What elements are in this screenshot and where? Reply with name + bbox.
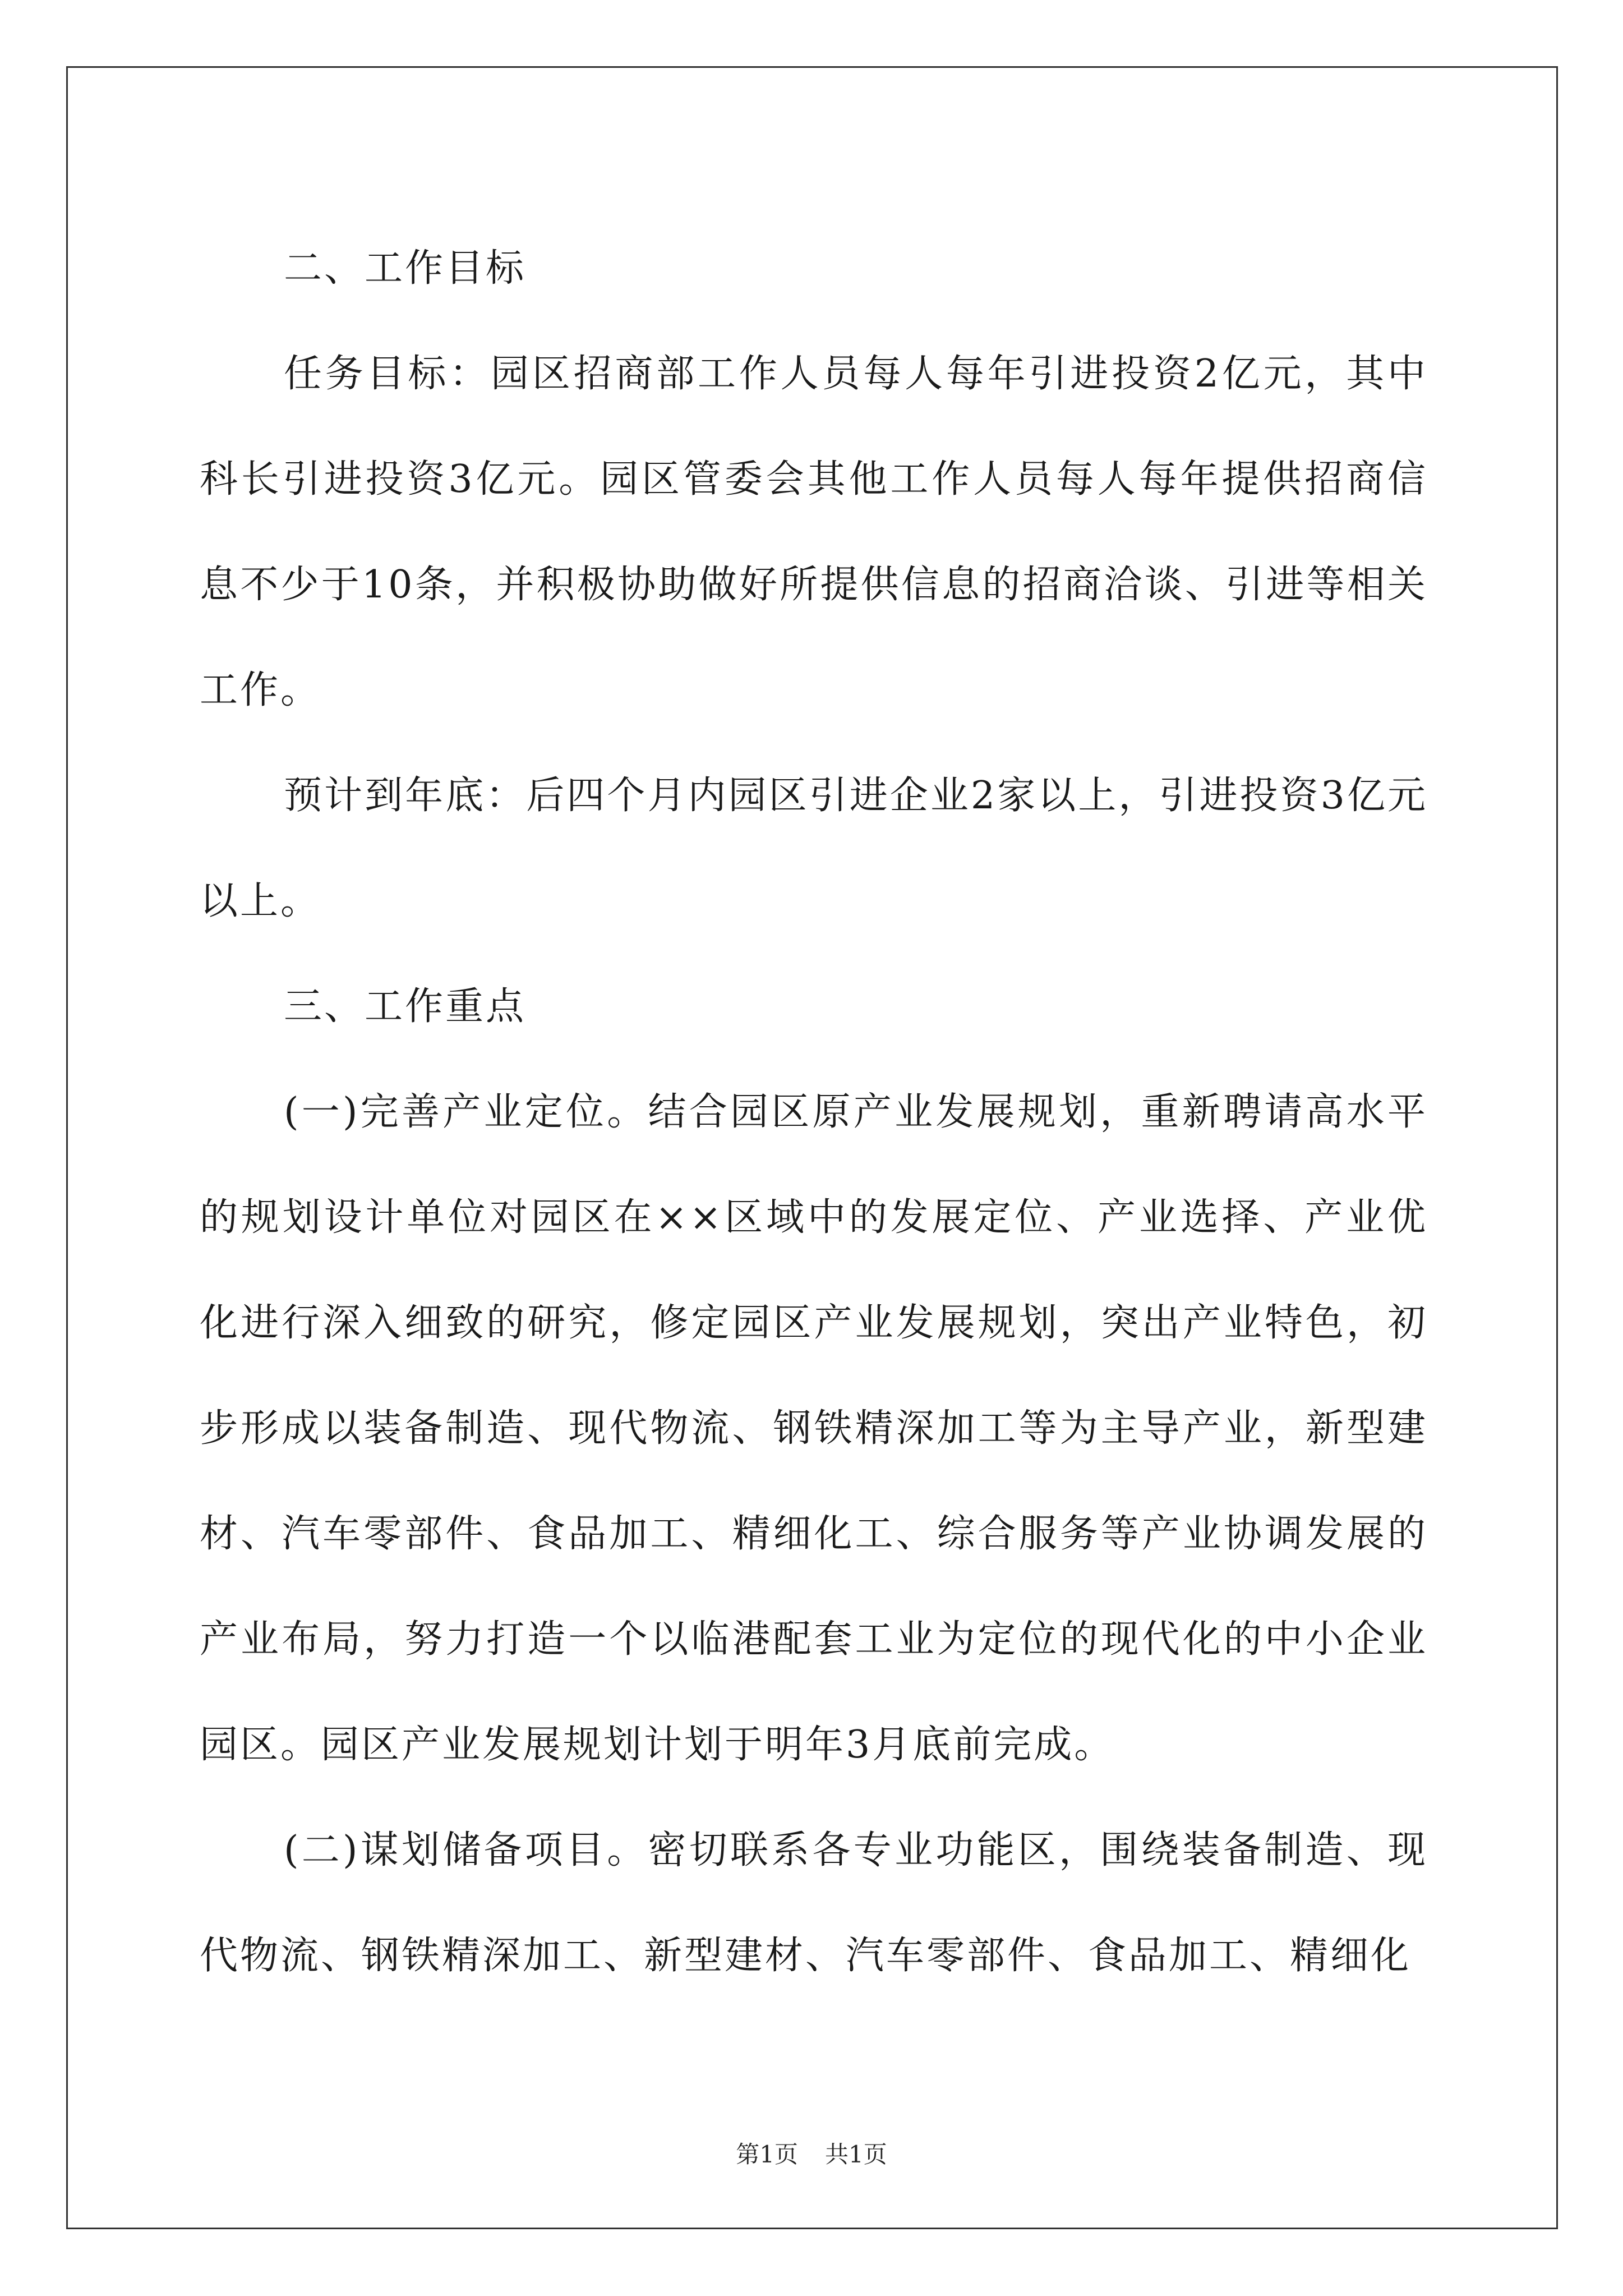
page-number: 第1页 (736, 2141, 798, 2168)
paragraph-industry-positioning: (一)完善产业定位。结合园区原产业发展规划，重新聘请高水平的规划设计单位对园区在××区域中的发展定位、产业选择、产业优化进行深入细致的研究，修定园区产业发展规划，突出产业特色，初步形成以装备制造、现代物流、钢铁精深加工等为主导产业，新型建材、汽车零部件、食品加工、精细化工、综合服务等产业协调发展的产业布局，努力打造一个以临港配套工业为定位的现代化的中小企业园区。园区产业发展规划计划于明年3月底前完成。 (200, 1090, 1428, 1767)
page-footer (0, 2136, 1623, 2170)
paragraph-project-reserve: (二)谋划储备项目。密切联系各专业功能区，围绕装备制造、现代物流、钢铁精深加工、新型建材、汽车零部件、食品加工、精细化 (200, 1828, 1428, 1978)
document-body (200, 216, 1428, 2009)
section-heading-focus: 三、工作重点 (284, 984, 527, 1029)
paragraph-year-end-forecast: 预计到年底：后四个月内园区引进企业2家以上，引进投资3亿元以上。 (200, 774, 1428, 923)
paragraph-task-goals: 任务目标：园区招商部工作人员每人每年引进投资2亿元，其中科长引进投资3亿元。园区管委会其他工作人员每人每年提供招商信息不少于10条，并积极协助做好所提供信息的招商洽谈、引进等相关工作。 (200, 352, 1428, 712)
section-heading-goals: 二、工作目标 (284, 246, 527, 291)
page-total: 共1页 (825, 2141, 887, 2168)
